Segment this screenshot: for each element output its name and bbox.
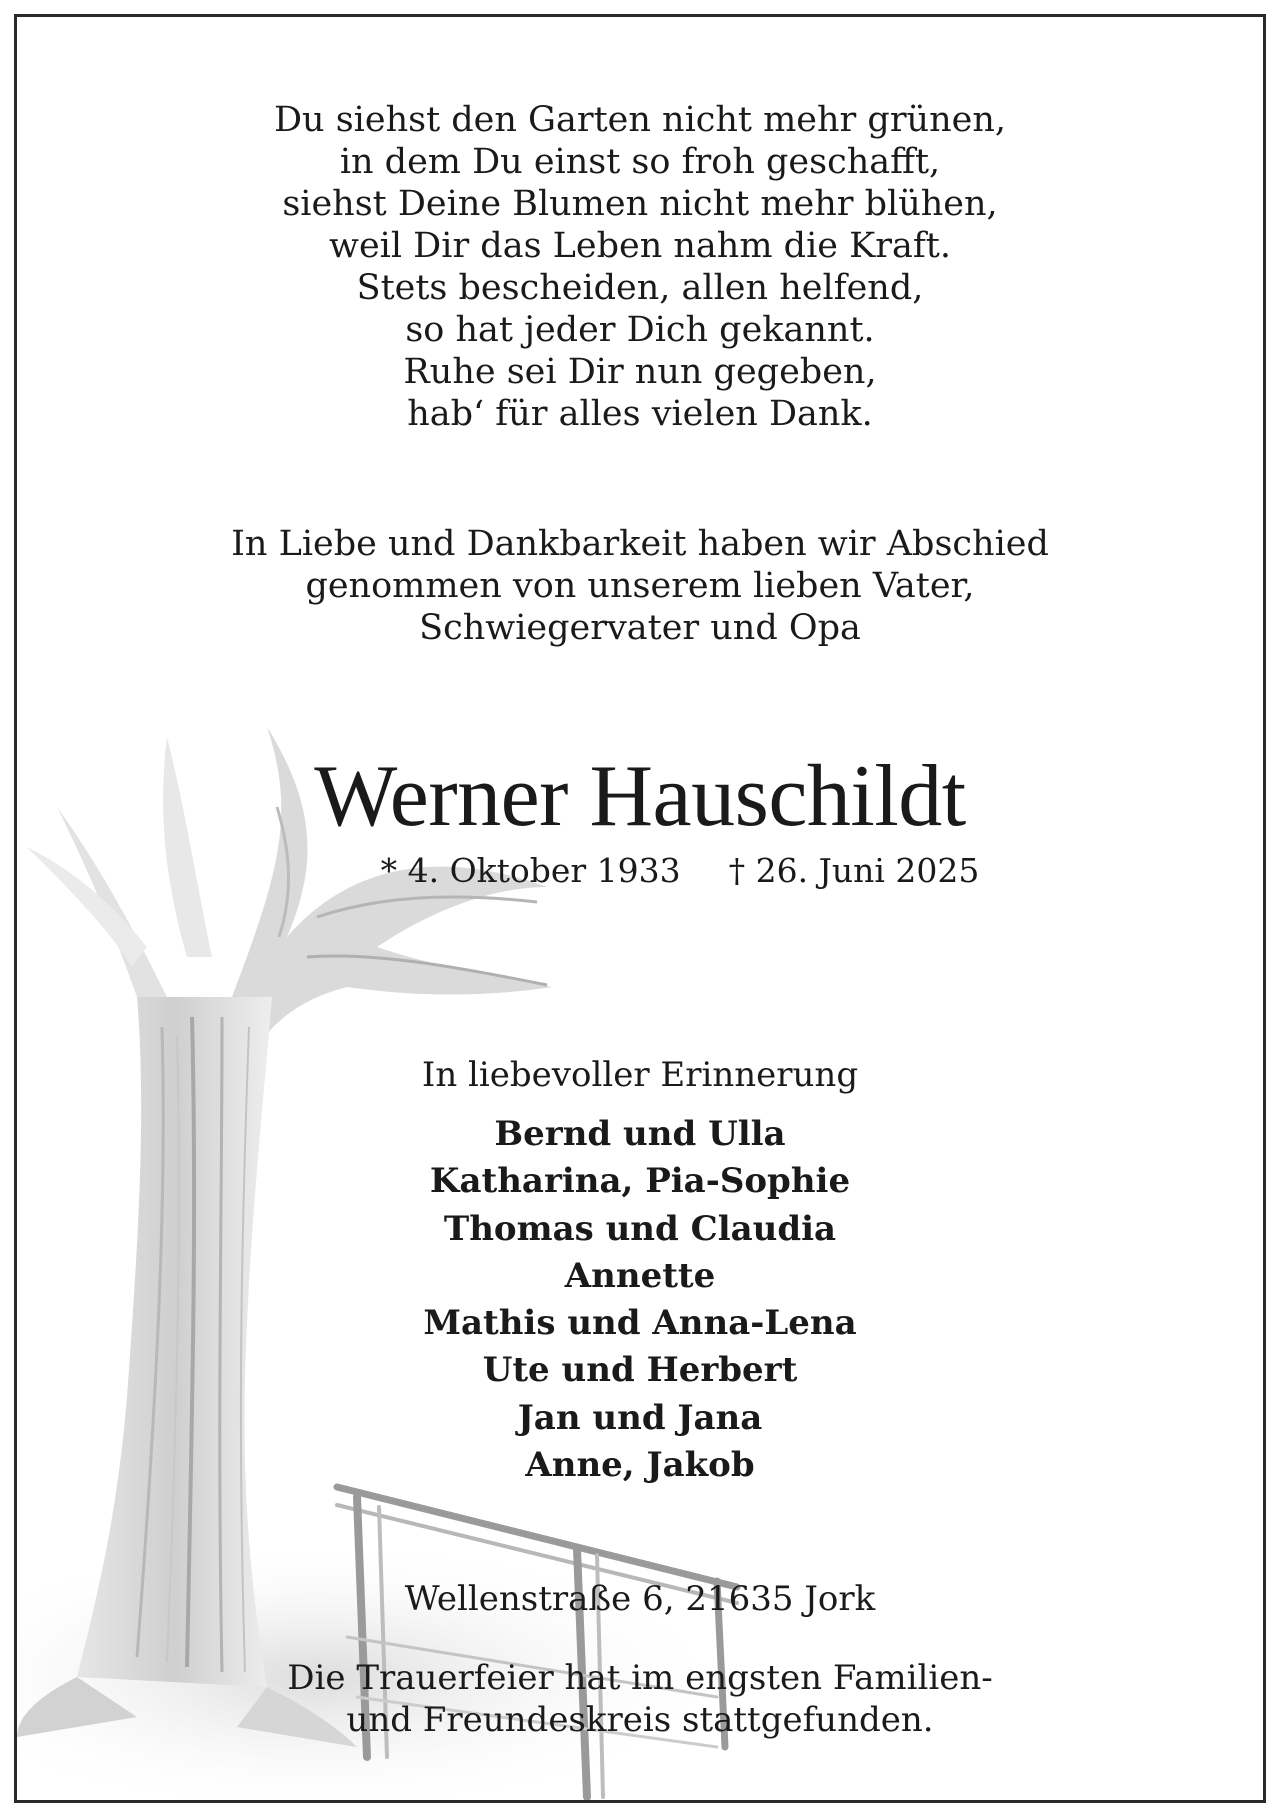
birth-date: * 4. Oktober 1933 <box>380 851 681 890</box>
notice-content <box>17 17 1263 1800</box>
poem-line: weil Dir das Leben nahm die Kraft. <box>329 226 951 266</box>
poem-line: Stets bescheiden, allen helfend, <box>356 268 924 308</box>
deceased-name: Werner Hauschildt <box>314 748 966 845</box>
mourners-list <box>17 1111 1263 1489</box>
mourner-name: Ute und Herbert <box>482 1350 798 1391</box>
funeral-line: Die Trauerfeier hat im engsten Familien- <box>287 1658 993 1698</box>
funeral-note <box>17 1657 1263 1741</box>
poem-line: hab‘ für alles vielen Dank. <box>407 394 873 434</box>
life-dates <box>57 849 1266 893</box>
remembrance-heading: In liebevoller Erinnerung <box>421 1055 859 1095</box>
mourner-name: Anne, Jakob <box>525 1445 755 1486</box>
mourner-name: Katharina, Pia-Sophie <box>429 1161 851 1202</box>
mourner-name: Thomas und Claudia <box>443 1208 837 1249</box>
poem-line: in dem Du einst so froh geschafft, <box>339 142 941 182</box>
mourner-name: Bernd und Ulla <box>494 1114 786 1154</box>
poem-line: so hat jeder Dich gekannt. <box>405 310 875 350</box>
death-date: † 26. Juni 2025 <box>728 851 980 890</box>
funeral-line: und Freundeskreis stattgefunden. <box>346 1700 934 1740</box>
farewell-line: In Liebe und Dankbarkeit haben wir Abschied <box>231 524 1049 564</box>
mourner-name: Annette <box>564 1255 716 1296</box>
poem-line: Du siehst den Garten nicht mehr grünen, <box>273 100 1007 140</box>
farewell-text <box>17 523 1263 649</box>
mourner-name: Mathis und Anna-Lena <box>423 1303 857 1344</box>
mourner-name: Jan und Jana <box>517 1397 763 1438</box>
farewell-line: genommen von unserem lieben Vater, <box>305 566 975 606</box>
farewell-line: Schwiegervater und Opa <box>419 608 861 648</box>
address: Wellenstraße 6, 21635 Jork <box>404 1579 876 1619</box>
poem <box>17 99 1263 435</box>
poem-line: siehst Deine Blumen nicht mehr blühen, <box>282 184 998 224</box>
obituary-notice <box>14 14 1266 1803</box>
poem-line: Ruhe sei Dir nun gegeben, <box>403 352 877 392</box>
